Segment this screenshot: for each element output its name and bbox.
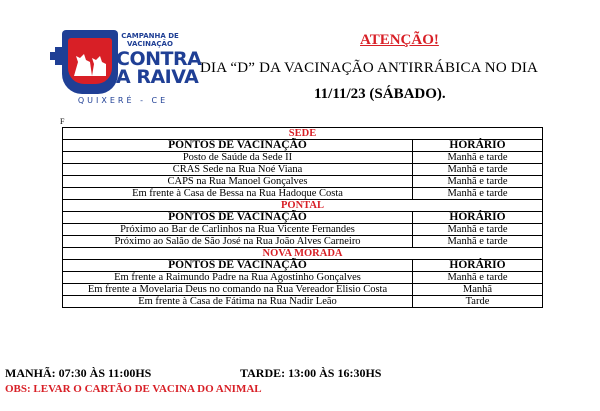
observation-note: OBS: LEVAR O CARTÃO DE VACINA DO ANIMAL: [5, 383, 262, 395]
column-header-time: HORÁRIO: [413, 260, 543, 272]
column-header-time: HORÁRIO: [413, 212, 543, 224]
attention-heading: ATENÇÃO!: [360, 32, 439, 48]
location-cell: Próximo ao Salão de São José na Rua João Alves Carneiro: [63, 236, 413, 248]
time-cell: Manhã e tarde: [413, 164, 543, 176]
location-cell: Em frente à Casa de Fátima na Rua Nadir Leão: [63, 296, 413, 308]
logo-tagline-line2: VACINAÇÃO: [127, 40, 173, 48]
morning-hours: MANHÃ: 07:30 ÀS 11:00HS: [5, 366, 152, 380]
location-cell: Próximo ao Bar de Carlinhos na Rua Vicente Fernandes: [63, 224, 413, 236]
table-row: [63, 236, 543, 248]
section-title: SEDE: [63, 128, 543, 140]
event-date: 11/11/23 (SÁBADO).: [314, 86, 446, 102]
section-title: NOVA MORADA: [63, 248, 543, 260]
header-row: [63, 212, 543, 224]
logo-title-line1: CONTRA: [116, 48, 202, 70]
location-cell: Posto de Saúde da Sede II: [63, 152, 413, 164]
time-cell: Manhã: [413, 284, 543, 296]
table-row: [63, 296, 543, 308]
section-title: PONTAL: [63, 200, 543, 212]
time-cell: Tarde: [413, 296, 543, 308]
time-cell: Manhã e tarde: [413, 188, 543, 200]
header-row: [63, 260, 543, 272]
logo-city: QUIXERÉ - CE: [77, 96, 169, 105]
table-marker: F: [60, 117, 65, 126]
table-row: [63, 272, 543, 284]
location-cell: Em frente à Casa de Bessa na Rua Hadoque Costa: [63, 188, 413, 200]
logo-title-line2: A RAIVA: [116, 66, 199, 88]
dog-cat-icon: [70, 48, 110, 78]
campaign-logo: [50, 30, 202, 110]
header-row: [63, 140, 543, 152]
table-row: [63, 188, 543, 200]
column-header-location: PONTOS DE VACINAÇÃO: [63, 140, 413, 152]
table-row: [63, 164, 543, 176]
location-cell: CAPS na Rua Manoel Gonçalves: [63, 176, 413, 188]
location-cell: Em frente a Movelaria Deus no comando na Rua Vereador Elisio Costa: [63, 284, 413, 296]
time-cell: Manhã e tarde: [413, 152, 543, 164]
logo-tagline-line1: CAMPANHA DE: [121, 32, 179, 40]
column-header-location: PONTOS DE VACINAÇÃO: [63, 212, 413, 224]
section-row: [63, 200, 543, 212]
logo-tagline: [118, 32, 182, 48]
table-row: [63, 152, 543, 164]
headline: DIA “D” DA VACINAÇÃO ANTIRRÁBICA NO DIA: [200, 60, 539, 76]
afternoon-hours: TARDE: 13:00 ÀS 16:30HS: [240, 366, 382, 380]
location-cell: CRAS Sede na Rua Noé Viana: [63, 164, 413, 176]
time-cell: Manhã e tarde: [413, 176, 543, 188]
column-header-time: HORÁRIO: [413, 140, 543, 152]
section-row: [63, 248, 543, 260]
table-row: [63, 224, 543, 236]
time-cell: Manhã e tarde: [413, 272, 543, 284]
table-row: [63, 176, 543, 188]
column-header-location: PONTOS DE VACINAÇÃO: [63, 260, 413, 272]
time-cell: Manhã e tarde: [413, 236, 543, 248]
time-cell: Manhã e tarde: [413, 224, 543, 236]
table-row: [63, 284, 543, 296]
vaccination-schedule-table: [62, 127, 543, 308]
location-cell: Em frente a Raimundo Padre na Rua Agostinho Gonçalves: [63, 272, 413, 284]
section-row: [63, 128, 543, 140]
logo-title: [116, 50, 201, 86]
